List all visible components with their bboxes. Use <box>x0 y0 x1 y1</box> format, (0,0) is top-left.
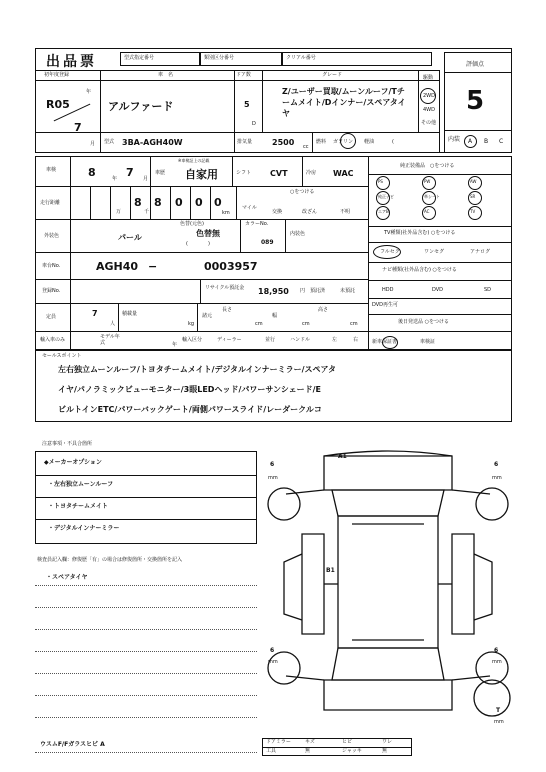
tire-rl-unit: mm <box>268 659 278 665</box>
tv-analog: アナログ <box>470 249 491 255</box>
score-label: 評価点 <box>466 61 485 68</box>
navi-dvd: DVD <box>432 287 444 293</box>
equip-item-6: エアB <box>378 209 389 214</box>
grade-value: Z/ユーザー買取/ムーンルーフ/Tチームメイト/Dインナー/スペアタイヤ <box>282 87 406 118</box>
shaken-month-unit: 月 <box>143 176 149 182</box>
tv-fullseg-circle <box>373 245 401 259</box>
chassis-prefix: AGH40 <box>96 260 139 273</box>
chassis-dash: − <box>148 260 158 273</box>
handle-right: 右 <box>353 337 359 343</box>
first-reg-era: R05 <box>46 98 70 111</box>
shift-value: CVT <box>270 169 288 178</box>
first-reg-month-unit: 月 <box>90 141 96 147</box>
fuel-gasoline-circle <box>340 133 356 149</box>
grade-label: グレード <box>322 72 343 78</box>
interior-c: C <box>499 138 504 145</box>
note-1: ◆メーカーオプション <box>44 459 102 466</box>
meter-label: マイル <box>242 205 257 211</box>
cooler-value: WAC <box>333 169 354 178</box>
tire-fl-unit: mm <box>268 475 278 481</box>
legend-v-1: 無 <box>305 748 311 754</box>
shaken-year: 8 <box>88 166 96 179</box>
note-4: ・デジタルインナーミラー <box>48 525 120 532</box>
interior-color-label: 内装色 <box>290 231 306 237</box>
door-value: 5 <box>244 100 250 109</box>
header-field-2-label: 類別区分番号 <box>204 55 235 61</box>
first-reg-year-unit: 年 <box>86 89 92 95</box>
recycle-label: リサイクル預託金 <box>205 285 245 291</box>
mileage-digit-5: 0 <box>214 196 222 209</box>
legend-h-2: ヒビ <box>342 739 353 745</box>
interior-a: A <box>468 138 473 145</box>
shaken-month: 7 <box>126 166 134 179</box>
interior-a-circle <box>464 135 477 148</box>
handle-left: 左 <box>332 337 338 343</box>
fuel-other: ( <box>392 139 394 145</box>
chassis-number: 0003957 <box>204 260 258 273</box>
import-label: 輸入車のみ <box>40 337 66 343</box>
fuel-label: 燃料 <box>316 139 327 145</box>
drive-other: その他 <box>421 120 437 126</box>
damage-b1: B1 <box>326 567 335 574</box>
tire-rl: 6 <box>270 647 275 654</box>
score-value: 5 <box>466 86 485 116</box>
mileage-km: km <box>222 210 230 216</box>
legend-h-3: ワレ <box>382 739 393 745</box>
sales-label: セールスポイント <box>42 353 82 359</box>
import-dealer: ディーラー <box>217 337 242 343</box>
note-2: ・左右独立ムーンルーフ <box>48 481 114 488</box>
car-name-label: 車 名 <box>158 72 174 78</box>
equip-item-7: AC <box>424 209 430 214</box>
header-field-3-label: クリアル番号 <box>286 55 316 61</box>
tv-oneseg: ワンセグ <box>424 249 445 255</box>
drive-4wd: 4WD <box>423 107 435 113</box>
color-code-value: 089 <box>261 239 274 246</box>
sales-line-3: ビルトインETC/パワーバックゲート/両側パワースライド/レーダークルコ <box>58 405 322 414</box>
tv-title: TV種類(社外品含む) ○をつける <box>384 230 456 236</box>
tire-rr: 6 <box>494 647 499 654</box>
recycle-unpaid: 未預託 <box>340 288 356 294</box>
navi-title: ナビ種類(社外品含む) ○をつける <box>382 267 457 273</box>
meter-exchange: 交換 <box>272 209 283 215</box>
equip-item-2: AW <box>470 179 477 184</box>
meter-circle-note: ○をつける <box>290 189 315 195</box>
reg-label: 登録No. <box>42 288 61 294</box>
mileage-label: 走行距離 <box>40 200 61 206</box>
displacement-label: 排気量 <box>237 139 253 145</box>
meter-tamper: 改ざん <box>302 209 318 215</box>
interior-b: B <box>484 138 489 145</box>
equip-item-1: PW <box>424 179 431 184</box>
shaken-year-unit: 年 <box>112 176 118 182</box>
usage-note: ※車検証上の記載 <box>178 158 210 163</box>
usage-value: 自家用 <box>185 168 218 181</box>
load-unit: kg <box>188 321 195 327</box>
tire-fr-unit: mm <box>492 475 502 481</box>
handle-label: ハンドル <box>290 337 311 343</box>
mileage-digit-4: 0 <box>195 196 203 209</box>
fuel-diesel: 軽油 <box>364 139 375 145</box>
damage-a1: A1 <box>338 453 347 460</box>
spare-tire: T <box>496 707 501 714</box>
chassis-label: 車台No. <box>42 263 61 269</box>
interior-label: 内装 <box>448 136 461 143</box>
meter-unknown: 不明 <box>340 209 351 215</box>
mileage-man: 万 <box>116 209 122 215</box>
spare-tire-unit: mm <box>494 719 504 725</box>
legend-v-3: 無 <box>382 748 388 754</box>
drive-2wd-circle <box>420 88 436 104</box>
header-field-1-label: 型式指定番号 <box>124 55 155 61</box>
dims-width-unit: cm <box>302 321 310 327</box>
equip-item-3: 純正ナビ <box>378 194 394 199</box>
legend-h-1: キズ <box>305 739 315 745</box>
car-name-value: アルファード <box>108 100 174 113</box>
color-value: パール <box>118 233 142 242</box>
first-reg-month: 7 <box>74 121 82 134</box>
tire-fr: 6 <box>494 461 499 468</box>
bottom-note: ウスムF/Fガラスヒビ A <box>40 741 105 748</box>
mileage-digit-1: 8 <box>134 196 142 209</box>
tire-rr-unit: mm <box>492 659 502 665</box>
import-category: 輸入区分 <box>182 337 203 343</box>
cooler-label: 冷房 <box>306 170 317 176</box>
post-title: 後日発送品 ○をつける <box>398 319 449 325</box>
mileage-sen: 千 <box>144 209 150 215</box>
inspect-label: 検査員記入欄：修復歴「有」の場合は修復箇所・交換箇所を記入 <box>37 557 183 563</box>
mileage-digit-2: 8 <box>154 196 162 209</box>
shift-label: シフト <box>236 170 252 176</box>
legend-v-2: ジャッキ <box>342 748 362 754</box>
recycle-paid: 預託済 <box>310 288 326 294</box>
sheet-title: 出品票 <box>46 54 97 70</box>
model-label: 型式 <box>104 139 115 145</box>
equip-item-0: PS <box>378 179 383 184</box>
drive-label: 駆動 <box>423 75 434 81</box>
color-code-label: カラーNo. <box>245 221 269 227</box>
equip-item-4: 革シート <box>424 194 440 199</box>
repaint-value: 色替無 <box>196 229 220 238</box>
fuel-gasoline: ガソリン <box>333 139 354 145</box>
displacement-unit: cc <box>303 144 309 150</box>
legend-v-0: 工具 <box>266 748 277 754</box>
first-reg-label: 初年度登録 <box>44 72 70 78</box>
color-label: 外装色 <box>44 233 60 239</box>
load-label: 積載量 <box>122 311 138 317</box>
post-warranty-circle <box>382 336 398 349</box>
navi-sd: SD <box>484 287 492 293</box>
dims-label: 諸元 <box>202 313 213 319</box>
drive-2wd: 2WD <box>423 93 435 99</box>
dims-height-unit: cm <box>350 321 358 327</box>
repaint-label: 色替(元色) <box>180 221 204 227</box>
import-year-unit: 年 <box>172 342 178 348</box>
equip-item-5: SR <box>470 194 476 199</box>
tv-fullseg: フルセグ <box>380 249 400 255</box>
equip-item-8: TV <box>470 209 476 214</box>
dims-length-unit: cm <box>255 321 263 327</box>
inspect-note: ・スペアタイヤ <box>46 574 88 581</box>
model-value: 3BA-AGH40W <box>122 138 183 147</box>
dims-height: 高さ <box>318 307 329 313</box>
shaken-label: 車検 <box>46 167 57 173</box>
import-parallel: 並行 <box>265 337 276 343</box>
repaint-paren: ( ) <box>186 241 210 247</box>
post-shakensho: 車検証 <box>420 339 436 345</box>
door-sub: D <box>252 121 256 127</box>
door-label: ドア数 <box>236 72 251 78</box>
dvd-playback: DVD再生可 <box>372 302 399 308</box>
car-diagram <box>262 444 514 734</box>
import-model-year: モデル年式 <box>100 334 120 346</box>
dims-length: 長さ <box>222 307 233 313</box>
post-warranty: 新車保証書 <box>372 339 398 345</box>
note-3: ・トヨタチームメイト <box>48 503 108 510</box>
legend-h-0: ドアミラー <box>266 739 291 745</box>
mileage-digit-3: 0 <box>175 196 183 209</box>
tire-fl: 6 <box>270 461 275 468</box>
capacity-unit: 人 <box>110 321 116 327</box>
capacity-value: 7 <box>92 309 98 318</box>
sales-line-1: 左右独立ムーンルーフ/トヨタチームメイト/デジタルインナーミラー/スペアタ <box>58 365 337 374</box>
capacity-label: 定員 <box>46 314 57 320</box>
equip-title: 純正装備品 ○をつける <box>400 163 455 169</box>
usage-label: 車歴 <box>155 170 166 176</box>
notes-label: 注意事項・不具合箇所 <box>42 441 93 447</box>
dims-width: 幅 <box>272 313 278 319</box>
recycle-unit: 円 <box>300 288 306 294</box>
sales-line-2: イヤ/パノラミックビューモニター/3眼LEDヘッド/パワーサンシェード/E <box>58 385 321 394</box>
navi-hdd: HDD <box>382 287 394 293</box>
displacement-value: 2500 <box>272 138 295 147</box>
recycle-value: 18,950 <box>258 287 289 296</box>
